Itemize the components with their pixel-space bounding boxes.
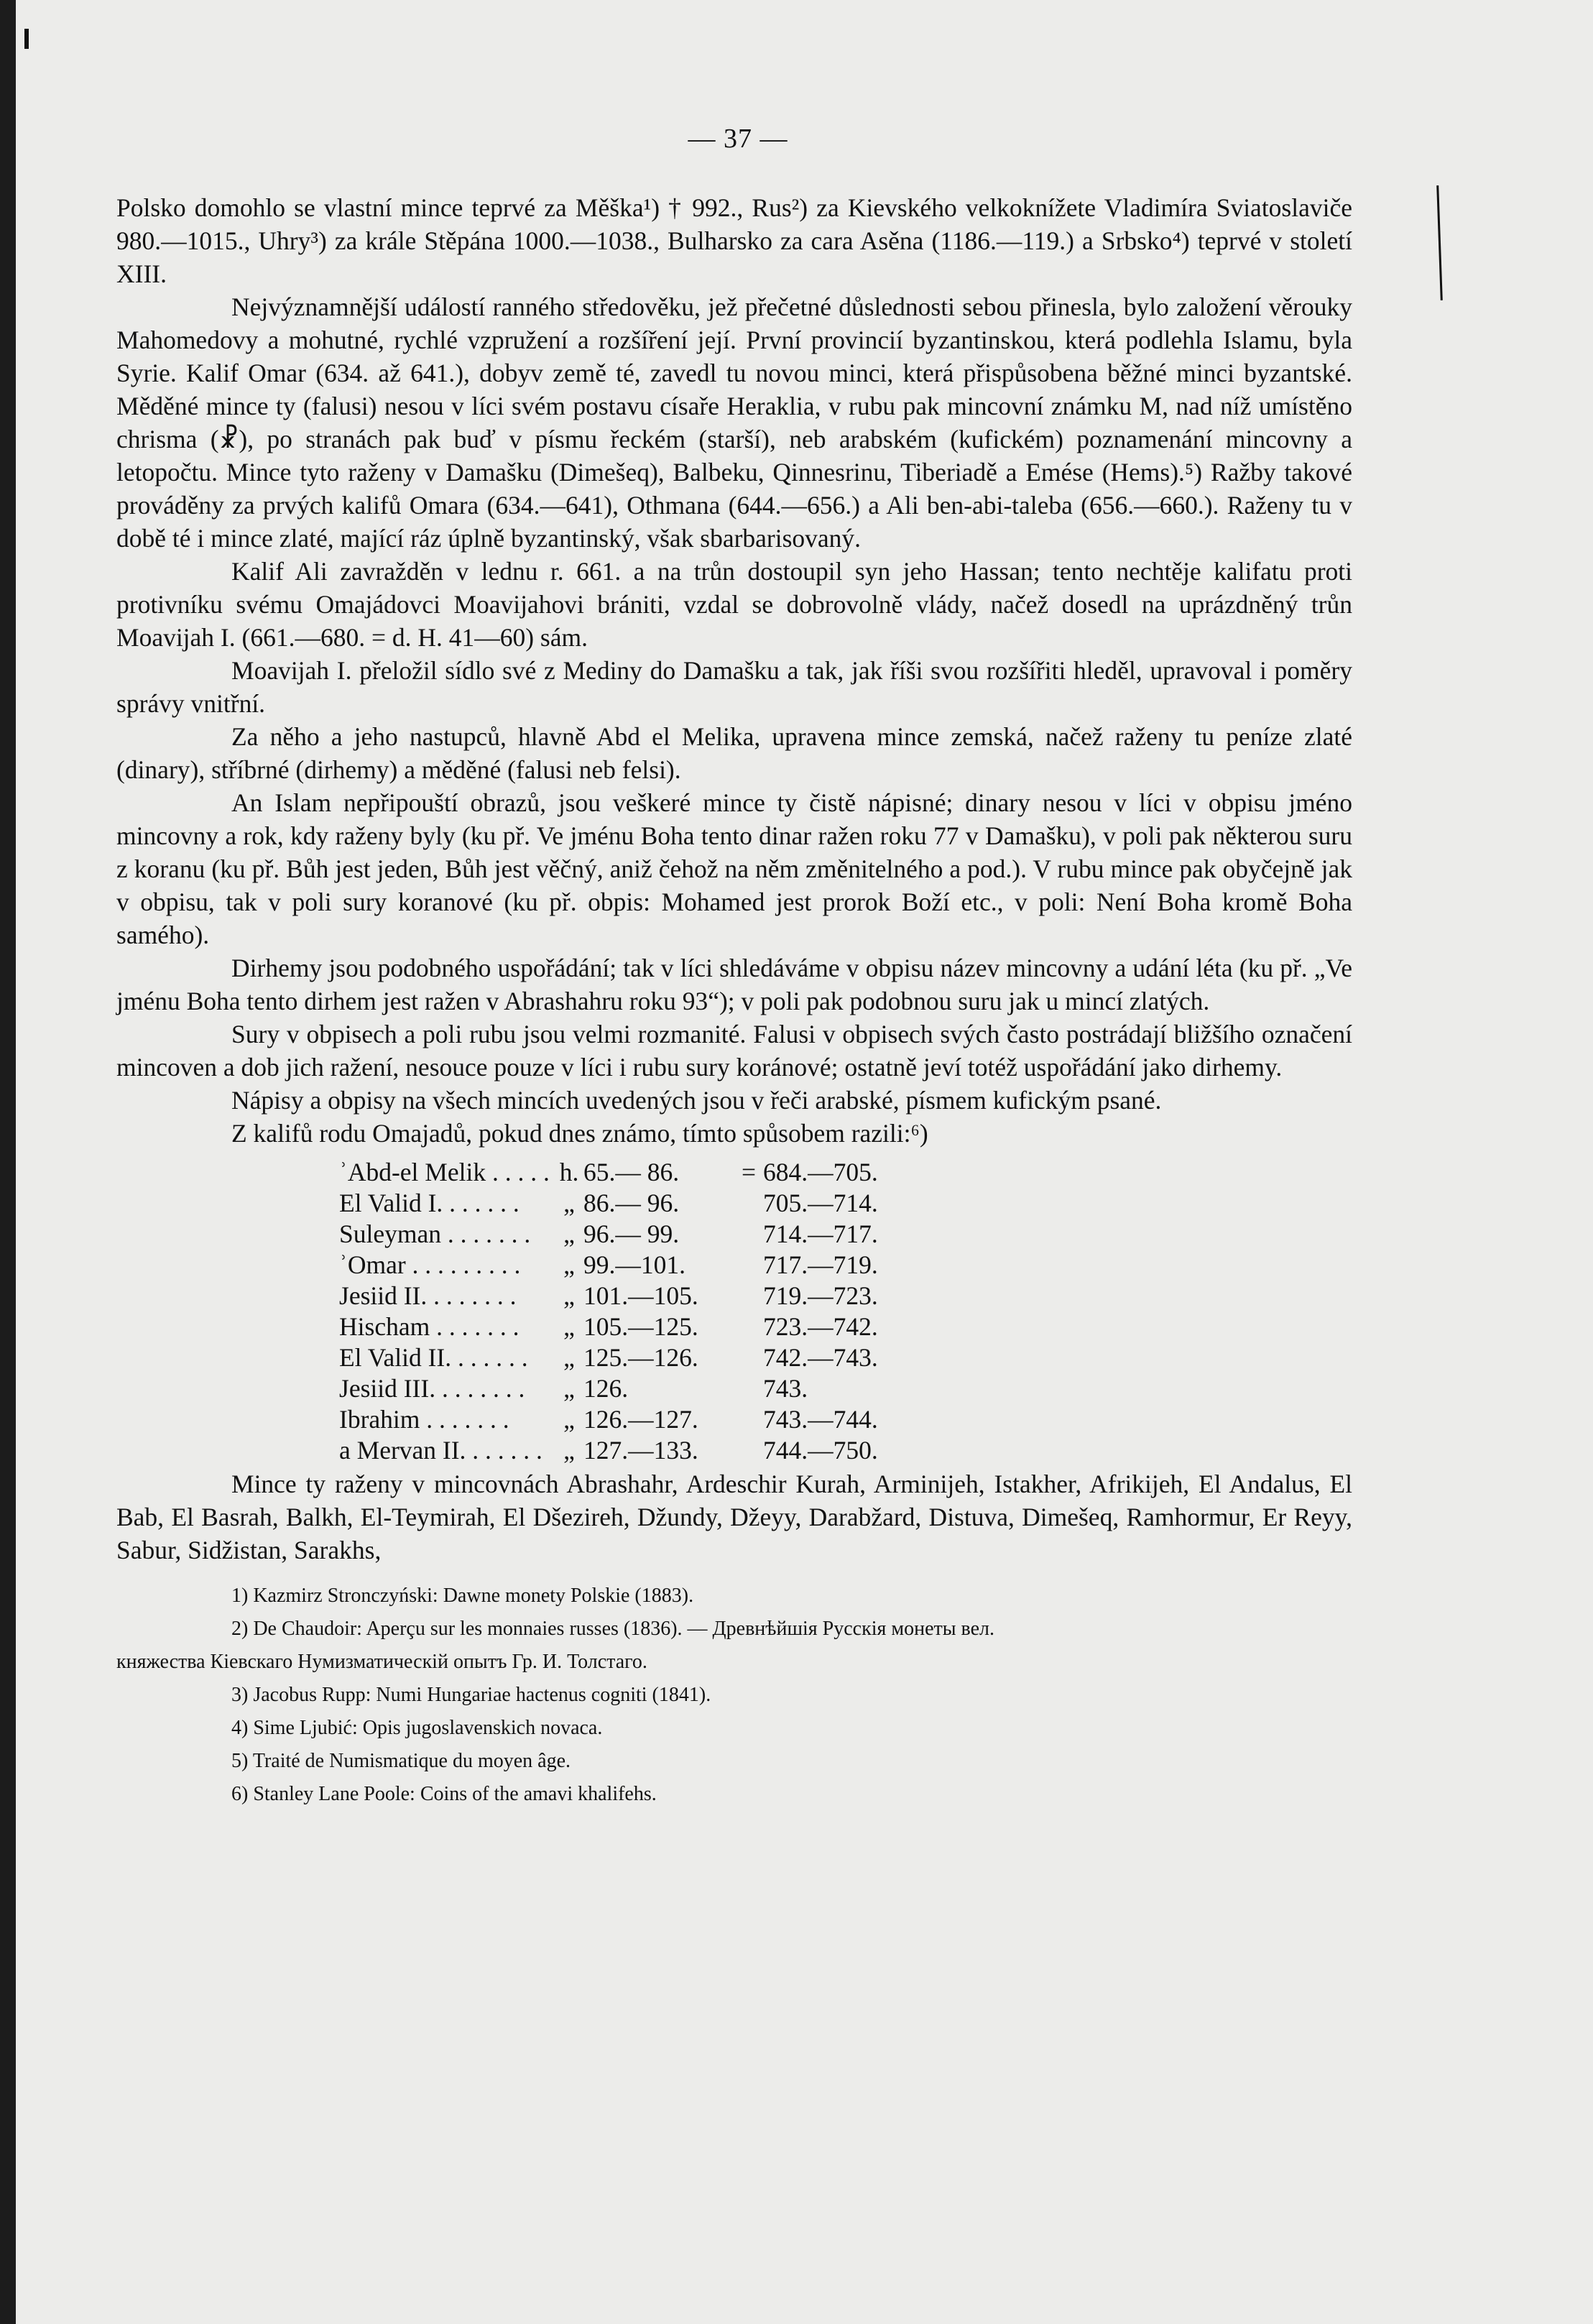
paragraph-8: Sury v obpisech a poli rubu jsou velmi rozmanité. Falusi v obpisech svých často postrádají bližšího označení mincoven a dob jich ražení, nesouce pouze v líci i rubu sury koránové; ostatně jeví totéž uspořádání jako dirhemy. <box>116 1020 1352 1082</box>
paragraph-9: Nápisy a obpisy na všech mincích uvedených jsou v řeči arabské, písmem kufickým psané. <box>231 1086 1162 1115</box>
ad-years: 705.—714. <box>763 1189 878 1217</box>
table-row <box>116 1310 1352 1341</box>
table-row <box>116 1217 1352 1248</box>
hijra-marker: h. <box>559 1158 579 1186</box>
caliph-name: Ibrahim . . . . . . . <box>339 1405 509 1434</box>
paragraph-10: Z kalifů rodu Omajadů, pokud dnes známo, tímto spůsobem razili:⁶) <box>231 1119 928 1148</box>
ad-years: 719.—723. <box>763 1281 878 1310</box>
paragraph-3: Kalif Ali zavražděn v lednu r. 661. a na trůn dostoupil syn jeho Hassan; tento nechtěje kalifatu proti protivníku svému Omajádovci Moavijahovi brániti, vzdal se dobrovolně vlády, načež dosedl na uprázdněný trůn Moavijah I. (661.—680. = d. H. 41—60) sám. <box>116 557 1352 652</box>
hijra-years: 96.— 99. <box>583 1219 680 1248</box>
equals-sign: = <box>741 1158 757 1186</box>
paragraph-7: Dirhemy jsou podobného uspořádání; tak v líci shledáváme v obpisu název mincovny a udání léta (ku př. „Ve jménu Boha tento dirhem jest ražen v Abrashahru roku 93“); v poli pak podobnou suru jak u mincí zlatých. <box>116 954 1352 1015</box>
paragraph-1: Polsko domohlo se vlastní mince teprvé za Měška¹) † 992., Rus²) za Kievského velkoknížete Vladimíra Sviatoslaviče 980.—1015., Uhry³) za krále Stěpána 1000.—1038., Bulharsko za cara Asěna (1186.—119.) a Srbsko⁴) teprvé v století XIII. <box>116 193 1352 288</box>
table-row <box>116 1156 1352 1186</box>
table-row <box>116 1372 1352 1403</box>
hijra-marker: „ <box>563 1312 575 1341</box>
ad-years: 717.—719. <box>763 1250 878 1279</box>
ad-years: 723.—742. <box>763 1312 878 1341</box>
ad-years: 684.—705. <box>763 1158 878 1186</box>
table-row <box>116 1434 1352 1465</box>
caliph-name: El Valid I. . . . . . . <box>339 1189 520 1217</box>
caliph-name: ʾAbd-el Melik . . . . . <box>339 1158 550 1186</box>
ad-years: 743. <box>763 1374 808 1403</box>
page-number: — 37 — <box>688 124 788 154</box>
hijra-years: 86.— 96. <box>583 1189 680 1217</box>
table-row <box>116 1248 1352 1279</box>
caliph-name: El Valid II. . . . . . . <box>339 1343 528 1372</box>
hijra-years: 65.— 86. <box>583 1158 680 1186</box>
caliph-name: Suleyman . . . . . . . <box>339 1219 531 1248</box>
table-row <box>116 1341 1352 1372</box>
caliph-name: ʾOmar . . . . . . . . . <box>339 1250 521 1279</box>
footnote-5: 5) Traité de Numismatique du moyen âge. <box>231 1750 571 1772</box>
paragraph-2: Nejvýznamnější událostí ranného středověku, jež přečetné důslednosti sebou přinesla, bylo založení věrouky Mahomedovy a mohutné, rychlé vzpružení a rozšíření její. První provincií byzantinskou, která podlehla Islamu, byla Syrie. Kalif Omar (634. až 641.), dobyv země té, zavedl tu novou minci, která přispůsobena běžné minci byzantské. Měděné mince ty (falusi) nesou v líci svém postavu císaře Heraklia, v rubu pak mincovní známku M, nad níž umístěno chrisma (☧), po stranách pak buď v písmu řeckém (starší), neb arabském (kufickém) poznamenání mincovny a letopočtu. Mince tyto raženy v Damašku (Dimešeq), Balbeku, Qinnesrinu, Tiberiadě a Emése (Hems).⁵) Ražby takové prováděny za prvých kalifů Omara (634.—641), Othmana (644.—656.) a Ali ben-abi-taleba (656.—660.). Raženy tu v době té i mince zlaté, mající ráz úplně byzantinský, však sbarbarisovaný. <box>116 292 1352 553</box>
footnote-6: 6) Stanley Lane Poole: Coins of the amavi khalifehs. <box>231 1783 657 1805</box>
table-row <box>116 1279 1352 1310</box>
page-edge-mark-left <box>24 29 29 49</box>
footnote-1: 1) Kazmirz Stronczyński: Dawne monety Polskie (1883). <box>231 1585 694 1607</box>
hijra-marker: „ <box>563 1189 575 1217</box>
caliph-table <box>116 1156 1352 1465</box>
caliph-name: Jesiid II. . . . . . . . <box>339 1281 517 1310</box>
footnote-2-continued: княжества Кіевскаго Нумизматическій опытъ Гр. И. Толстаго. <box>116 1651 647 1673</box>
hijra-years: 126. <box>583 1374 629 1403</box>
footnote-3: 3) Jacobus Rupp: Numi Hungariae hactenus cogniti (1841). <box>231 1684 711 1706</box>
footnotes <box>116 1580 1352 1811</box>
hijra-years: 101.—105. <box>583 1281 698 1310</box>
paragraph-6: An Islam nepřipouští obrazů, jsou veškeré mince ty čistě nápisné; dinary nesou v líci v obpisu jméno mincovny a rok, kdy raženy byly (ku př. Ve jménu Boha tento dinar ražen roku 77 v Damašku), v poli pak některou suru z koranu (ku př. Bůh jest jeden, Bůh jest věčný, aniž čehož na něm změnitelného a pod.). V rubu mince pak obyčejně jak v obpisu, tak v poli sury koranové (ku př. obpis: Mohamed jest prorok Boží etc., v poli: Není Boha kromě Boha samého). <box>116 788 1352 949</box>
text-area <box>116 122 1352 1811</box>
hijra-marker: „ <box>563 1436 575 1465</box>
hijra-years: 127.—133. <box>583 1436 698 1465</box>
caliph-name: Hischam . . . . . . . <box>339 1312 520 1341</box>
footnote-4: 4) Sime Ljubić: Opis jugoslavenskich novaca. <box>231 1717 603 1739</box>
table-row <box>116 1186 1352 1217</box>
hijra-marker: „ <box>563 1250 575 1279</box>
caliph-name: Jesiid III. . . . . . . . <box>339 1374 525 1403</box>
hijra-years: 99.—101. <box>583 1250 685 1279</box>
hijra-years: 105.—125. <box>583 1312 698 1341</box>
paragraph-5: Za něho a jeho nastupců, hlavně Abd el Melika, upravena mince zemská, načež raženy tu peníze zlaté (dinary), stříbrné (dirhemy) a měděné (falusi neb felsi). <box>116 722 1352 784</box>
hijra-marker: „ <box>563 1219 575 1248</box>
hijra-marker: „ <box>563 1343 575 1372</box>
paragraph-4: Moavijah I. přeložil sídlo své z Mediny do Damašku a tak, jak říši svou rozšířiti hleděl, upravoval i poměry správy vnitřní. <box>116 656 1352 718</box>
page-edge-mark-right <box>1436 185 1443 300</box>
hijra-years: 126.—127. <box>583 1405 698 1434</box>
ad-years: 714.—717. <box>763 1219 878 1248</box>
caliph-name: a Mervan II. . . . . . . <box>339 1436 542 1465</box>
ad-years: 742.—743. <box>763 1343 878 1372</box>
hijra-marker: „ <box>563 1374 575 1403</box>
ad-years: 743.—744. <box>763 1405 878 1434</box>
footnote-2: 2) De Chaudoir: Aperçu sur les monnaies russes (1836). — Древнѣйшія Русскія монеты вел. <box>231 1618 995 1640</box>
table-row <box>116 1403 1352 1434</box>
book-page <box>16 0 1593 2324</box>
hijra-marker: „ <box>563 1281 575 1310</box>
closing-paragraph: Mince ty raženy v mincovnách Abrashahr, Ardeschir Kurah, Arminijeh, Istakher, Afrikijeh, El Andalus, El Bab, El Basrah, Balkh, El-Teymirah, El Dšezireh, Džundy, Džeyy, Darabžard, Distuva, Dimešeq, Ramhormur, Er Reyy, Sabur, Sidžistan, Sarakhs, <box>116 1470 1352 1564</box>
hijra-marker: „ <box>563 1405 575 1434</box>
ad-years: 744.—750. <box>763 1436 878 1465</box>
hijra-years: 125.—126. <box>583 1343 698 1372</box>
